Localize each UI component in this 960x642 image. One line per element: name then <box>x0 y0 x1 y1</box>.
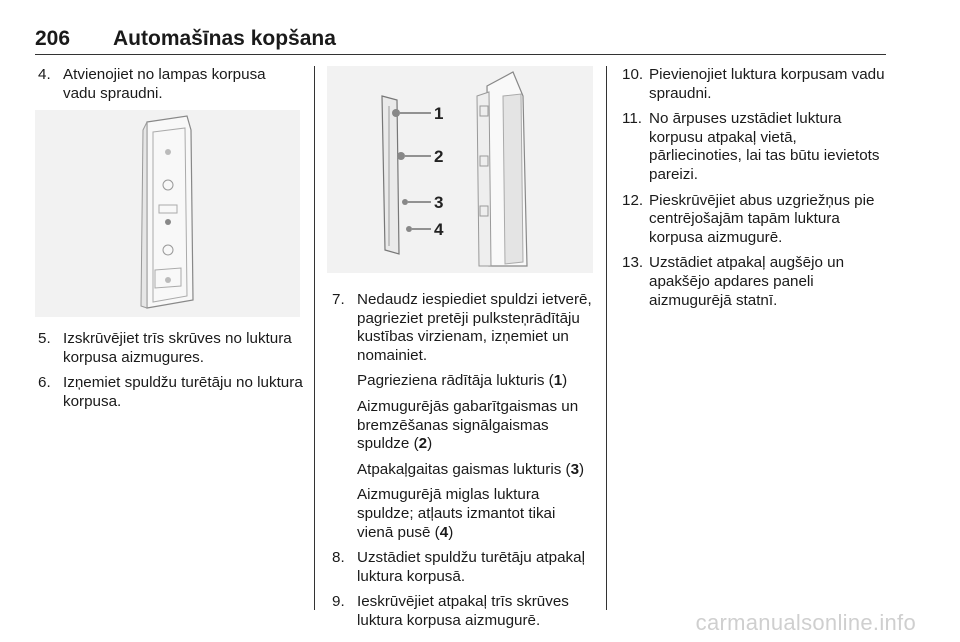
step-number: 7. <box>332 291 345 308</box>
step-number: 6. <box>38 374 51 392</box>
step-text: Izskrūvējiet trīs skrūves no luktura korpusa aizmugures. <box>63 330 292 366</box>
step-number: 10. <box>622 66 644 83</box>
watermark: carmanualsonline.info <box>695 610 916 635</box>
step-number: 8. <box>332 549 345 567</box>
column-3 <box>622 66 890 317</box>
step-number: 9. <box>332 593 345 611</box>
page-header <box>35 27 885 51</box>
step-number: 13. <box>622 254 644 272</box>
page-number: 206 <box>35 27 71 50</box>
column-divider-2 <box>606 66 607 610</box>
bulb-holder-illustration <box>327 66 593 273</box>
note-ref: 3 <box>570 460 580 478</box>
note-text: Atpakaļgaitas gaismas lukturis ( <box>357 460 571 478</box>
note-end: ) <box>448 523 454 541</box>
step-9 <box>332 593 594 630</box>
bulb-3-marker <box>402 199 408 205</box>
step-number: 11. <box>622 110 642 128</box>
note-text: Aizmugurējās gabarītgaismas un bremzēšanas signālgaismas spuldze ( <box>357 397 579 453</box>
step-text: Atvienojiet no lampas korpusa vadu spraudni. <box>63 66 266 102</box>
column-1-lower <box>38 330 303 418</box>
figure-lamp-housing <box>35 110 300 317</box>
note-text: Pagrieziena rādītāja lukturis ( <box>357 372 554 390</box>
step-11 <box>622 110 890 184</box>
note-fog <box>332 486 594 542</box>
step-8 <box>332 549 594 586</box>
note-ref: 2 <box>418 435 428 453</box>
step-text: Nedaudz iespiediet spuldzi ietverē, pagrieziet pretēji pulksteņrādītāju kustības virzienam, izņemiet un nomainiet. <box>357 291 592 364</box>
bulb-2-marker <box>397 152 405 160</box>
step-text: Uzstādiet atpakaļ augšējo un apakšējo apdares paneli aizmugurējā statnī. <box>649 254 845 309</box>
step-6 <box>38 374 303 411</box>
note-end: ) <box>562 372 568 390</box>
header-rule <box>35 54 886 55</box>
step-7 <box>332 291 594 365</box>
callout-label: 4 <box>434 220 444 239</box>
step-text: Izņemiet spuldžu turētāju no luktura korpusa. <box>63 374 303 410</box>
step-4 <box>38 66 300 103</box>
column-divider-1 <box>314 66 315 610</box>
callout-label: 1 <box>434 104 444 123</box>
step-text: Uzstādiet spuldžu turētāju atpakaļ luktura korpusā. <box>357 549 585 585</box>
step-text: Pieskrūvējiet abus uzgriežņus pie centrējošajām tapām luktura korpusa aizmugurē. <box>649 191 875 246</box>
callout-label: 2 <box>434 147 444 166</box>
step-number: 4. <box>38 66 51 83</box>
step-number: 12. <box>622 191 644 209</box>
callout-label: 3 <box>434 193 444 212</box>
note-end: ) <box>579 460 585 478</box>
step-text: Pievienojiet luktura korpusam vadu spraudni. <box>649 66 885 102</box>
note-text: Aizmugurējā miglas luktura spuldze; atļauts izmantot tikai vienā pusē ( <box>357 486 556 541</box>
step-number: 5. <box>38 330 51 347</box>
note-tail-brake <box>332 398 594 454</box>
note-end: ) <box>427 435 433 453</box>
column-1 <box>38 66 300 110</box>
note-reversing <box>332 461 594 480</box>
step-text: Ieskrūvējiet atpakaļ trīs skrūves luktura korpusa aizmugurē. <box>357 593 569 629</box>
bulb-4-marker <box>406 226 412 232</box>
note-ref: 4 <box>439 523 449 541</box>
figure-bulb-holder <box>327 66 593 273</box>
note-ref: 1 <box>553 372 563 390</box>
step-12 <box>622 192 890 248</box>
lamp-housing-illustration <box>35 110 300 317</box>
step-5 <box>38 330 303 367</box>
column-2 <box>332 291 594 638</box>
note-turn-signal <box>332 372 594 391</box>
bulb-1-marker <box>392 109 400 117</box>
step-13 <box>622 254 890 310</box>
page-title: Automašīnas kopšana <box>113 27 336 50</box>
step-10 <box>622 66 890 103</box>
step-text: No ārpuses uzstādiet luktura korpusu atpakaļ vietā, pārliecinoties, lai tas būtu ievietots pareizi. <box>649 110 880 183</box>
